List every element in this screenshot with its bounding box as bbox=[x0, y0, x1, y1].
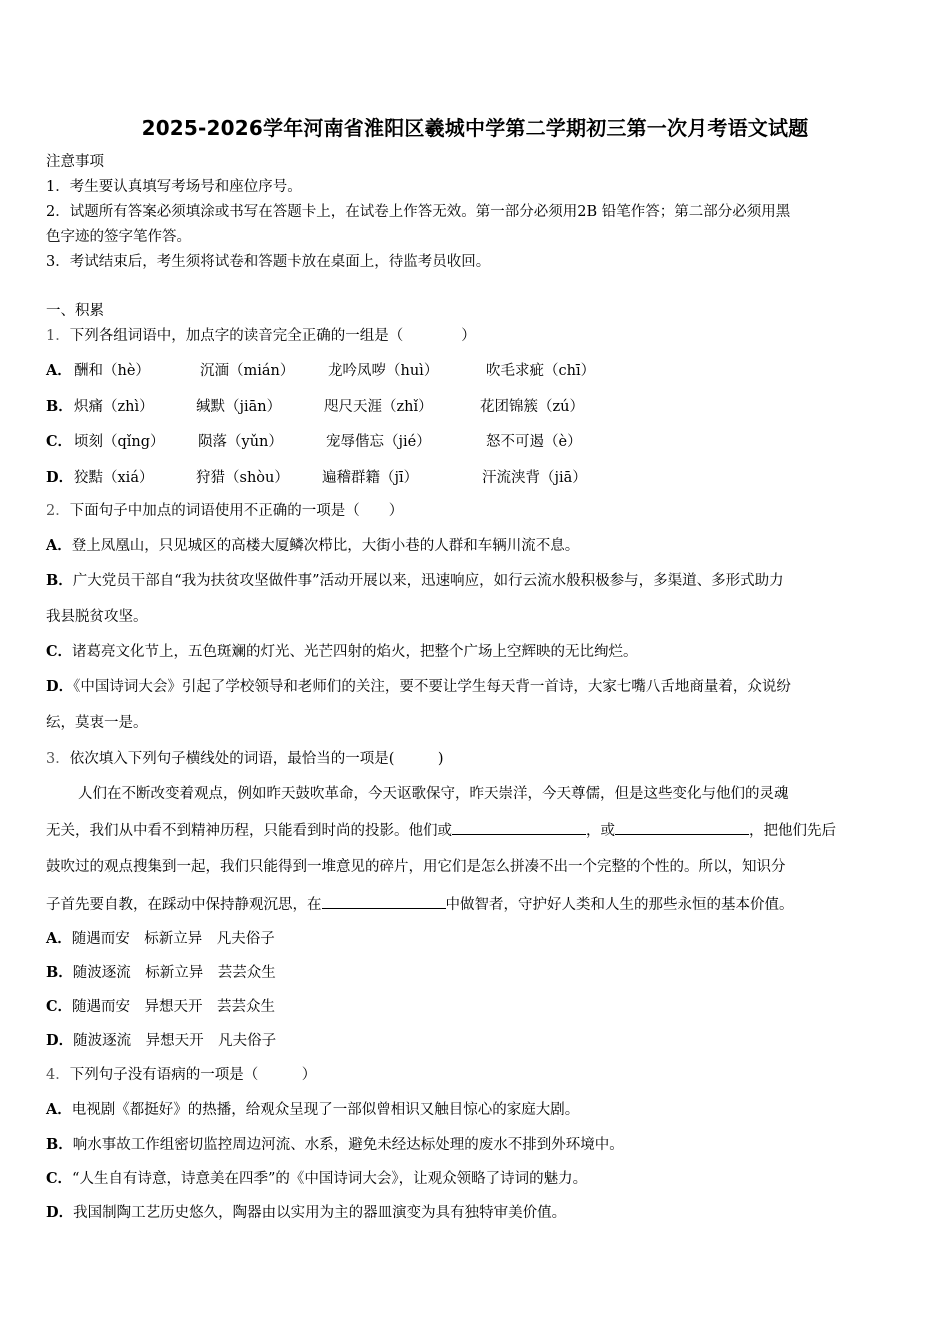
question-1 bbox=[46, 326, 476, 346]
passage-line-4 bbox=[46, 894, 794, 915]
option-text: 广大党员干部自“我为扶贫攻坚做件事”活动开展以来，迅速响应，如行云流水般积极参与，多渠道、多形式助力 bbox=[72, 573, 784, 589]
fill-blank-3 bbox=[322, 894, 446, 909]
question-number: 4． bbox=[46, 1067, 70, 1083]
option-text: 随波逐流 标新立异 芸芸众生 bbox=[72, 965, 276, 981]
question-stem: 下面句子中加点的词语使用不正确的一项是（ ） bbox=[69, 503, 404, 519]
option-item: 缄默（jiān） bbox=[196, 399, 282, 415]
option-item: 顷刻（qǐng） bbox=[74, 434, 165, 450]
option-item: 酬和（hè） bbox=[74, 363, 150, 379]
option-label: A． bbox=[46, 1101, 72, 1118]
q4-option-c bbox=[46, 1169, 587, 1189]
option-item: 龙吟凤哕（huì） bbox=[328, 363, 439, 379]
exam-title: 2025-2026学年河南省淮阳区羲城中学第二学期初三第一次月考语文试题 bbox=[141, 116, 809, 140]
question-number: 2． bbox=[46, 503, 70, 519]
option-label: D． bbox=[46, 469, 74, 486]
q4-option-a bbox=[46, 1100, 579, 1120]
notice-item-3: 3．考试结束后，考生须将试卷和答题卡放在桌面上，待监考员收回。 bbox=[46, 254, 491, 270]
passage-line-2 bbox=[46, 820, 836, 841]
question-4 bbox=[46, 1065, 316, 1085]
option-label: D． bbox=[46, 1204, 74, 1221]
option-text: 随波逐流 异想天开 凡夫俗子 bbox=[73, 1033, 277, 1049]
option-item: 汗流浃背（jiā） bbox=[482, 470, 587, 486]
option-label: D． bbox=[46, 678, 74, 695]
option-item: 花团锦簇（zú） bbox=[480, 399, 584, 415]
q4-option-b bbox=[46, 1135, 624, 1155]
fill-blank-2 bbox=[615, 820, 749, 835]
question-number: 3． bbox=[46, 751, 70, 767]
option-text: 随遇而安 标新立异 凡夫俗子 bbox=[71, 931, 275, 947]
option-label: C． bbox=[46, 643, 73, 660]
option-label: A． bbox=[46, 537, 72, 554]
section-heading: 一、积累 bbox=[46, 303, 104, 319]
q3-option-c bbox=[46, 997, 275, 1017]
option-label: B． bbox=[46, 964, 73, 981]
option-label: C． bbox=[46, 433, 73, 450]
option-text: 我国制陶工艺历史悠久，陶器由以实用为主的器皿演变为具有独特审美价值。 bbox=[73, 1205, 567, 1221]
q3-option-a bbox=[46, 929, 275, 949]
option-label: D． bbox=[46, 1032, 74, 1049]
option-item: 炽痛（zhì） bbox=[74, 399, 154, 415]
option-item: 沉湎（mián） bbox=[200, 363, 295, 379]
option-text: 登上凤凰山，只见城区的高楼大厦鳞次栉比，大街小巷的人群和车辆川流不息。 bbox=[71, 538, 580, 554]
option-label: C． bbox=[46, 998, 73, 1015]
passage-text: 中做智者，守护好人类和人生的那些永恒的基本价值。 bbox=[445, 897, 794, 913]
passage-line-1: 人们在不断改变着观点，例如昨天鼓吹革命，今天讴歌保守，昨天崇洋，今天尊儒，但是这些变化与他们的灵魂 bbox=[78, 786, 789, 802]
option-item: 吹毛求疵（chī） bbox=[486, 363, 596, 379]
question-stem: 下列各组词语中，加点字的读音完全正确的一组是（ ） bbox=[69, 328, 476, 344]
option-label: A． bbox=[46, 362, 72, 379]
question-stem: 依次填入下列句子横线处的词语，最恰当的一项是( ) bbox=[69, 751, 444, 767]
q2-option-d-cont: 纭，莫衷一是。 bbox=[46, 715, 148, 731]
option-label: B． bbox=[46, 572, 73, 589]
option-label: C． bbox=[46, 1170, 73, 1187]
notice-item-1: 1．考生要认真填写考场号和座位序号。 bbox=[46, 179, 302, 195]
q2-option-d bbox=[46, 677, 791, 697]
option-text: 电视剧《都挺好》的热播，给观众呈现了一部似曾相识又触目惊心的家庭大剧。 bbox=[71, 1102, 580, 1118]
option-item: 狡黠（xiá） bbox=[74, 470, 154, 486]
notice-item-2-cont: 色字迹的签字笔作答。 bbox=[46, 229, 191, 245]
option-text: 《中国诗词大会》引起了学校领导和老师们的关注，要不要让学生每天背一首诗，大家七嘴八舌地商量着，众说纷 bbox=[73, 679, 791, 695]
q2-option-b-cont: 我县脱贫攻坚。 bbox=[46, 609, 148, 625]
q2-option-a bbox=[46, 536, 579, 556]
option-text: 随遇而安 异想天开 芸芸众生 bbox=[72, 999, 276, 1015]
option-text: 响水事故工作组密切监控周边河流、水系，避免未经达标处理的废水不排到外环境中。 bbox=[72, 1137, 624, 1153]
passage-text: ，或 bbox=[586, 823, 615, 839]
q3-option-b bbox=[46, 963, 276, 983]
q2-option-c bbox=[46, 642, 638, 662]
option-label: A． bbox=[46, 930, 72, 947]
question-3 bbox=[46, 749, 444, 769]
question-2 bbox=[46, 501, 403, 521]
fill-blank-1 bbox=[452, 820, 586, 835]
q4-option-d bbox=[46, 1203, 566, 1223]
option-item: 怒不可遏（è） bbox=[486, 434, 582, 450]
option-label: B． bbox=[46, 1136, 73, 1153]
option-item: 陨落（yǔn） bbox=[198, 434, 283, 450]
option-item: 宠辱偕忘（jié） bbox=[326, 434, 431, 450]
option-item: 狩猎（shòu） bbox=[196, 470, 289, 486]
passage-line-3: 鼓吹过的观点搜集到一起，我们只能得到一堆意见的碎片，用它们是怎么拼凑不出一个完整的个性的。所以，知识分 bbox=[46, 859, 786, 875]
passage-text: 子首先要自教，在踩动中保持静观沉思，在 bbox=[46, 897, 322, 913]
question-stem: 下列句子没有语病的一项是（ ） bbox=[69, 1067, 317, 1083]
question-number: 1． bbox=[46, 328, 70, 344]
option-item: 咫尺天涯（zhǐ） bbox=[324, 399, 433, 415]
q3-option-d bbox=[46, 1031, 276, 1051]
notice-heading: 注意事项 bbox=[46, 154, 104, 170]
option-text: “人生自有诗意，诗意美在四季”的《中国诗词大会》，让观众领略了诗词的魅力。 bbox=[72, 1171, 588, 1187]
option-label: B． bbox=[46, 398, 73, 415]
passage-text: 无关，我们从中看不到精神历程，只能看到时尚的投影。他们或 bbox=[46, 823, 452, 839]
notice-item-2: 2．试题所有答案必须填涂或书写在答题卡上，在试卷上作答无效。第一部分必须用2B 铅笔作答；第二部分必须用黑 bbox=[46, 204, 791, 220]
option-item: 遍稽群籍（jī） bbox=[322, 470, 419, 486]
option-text: 诸葛亮文化节上，五色斑斓的灯光、光芒四射的焰火，把整个广场上空辉映的无比绚烂。 bbox=[72, 644, 638, 660]
q2-option-b bbox=[46, 571, 784, 591]
passage-text: ，把他们先后 bbox=[749, 823, 836, 839]
